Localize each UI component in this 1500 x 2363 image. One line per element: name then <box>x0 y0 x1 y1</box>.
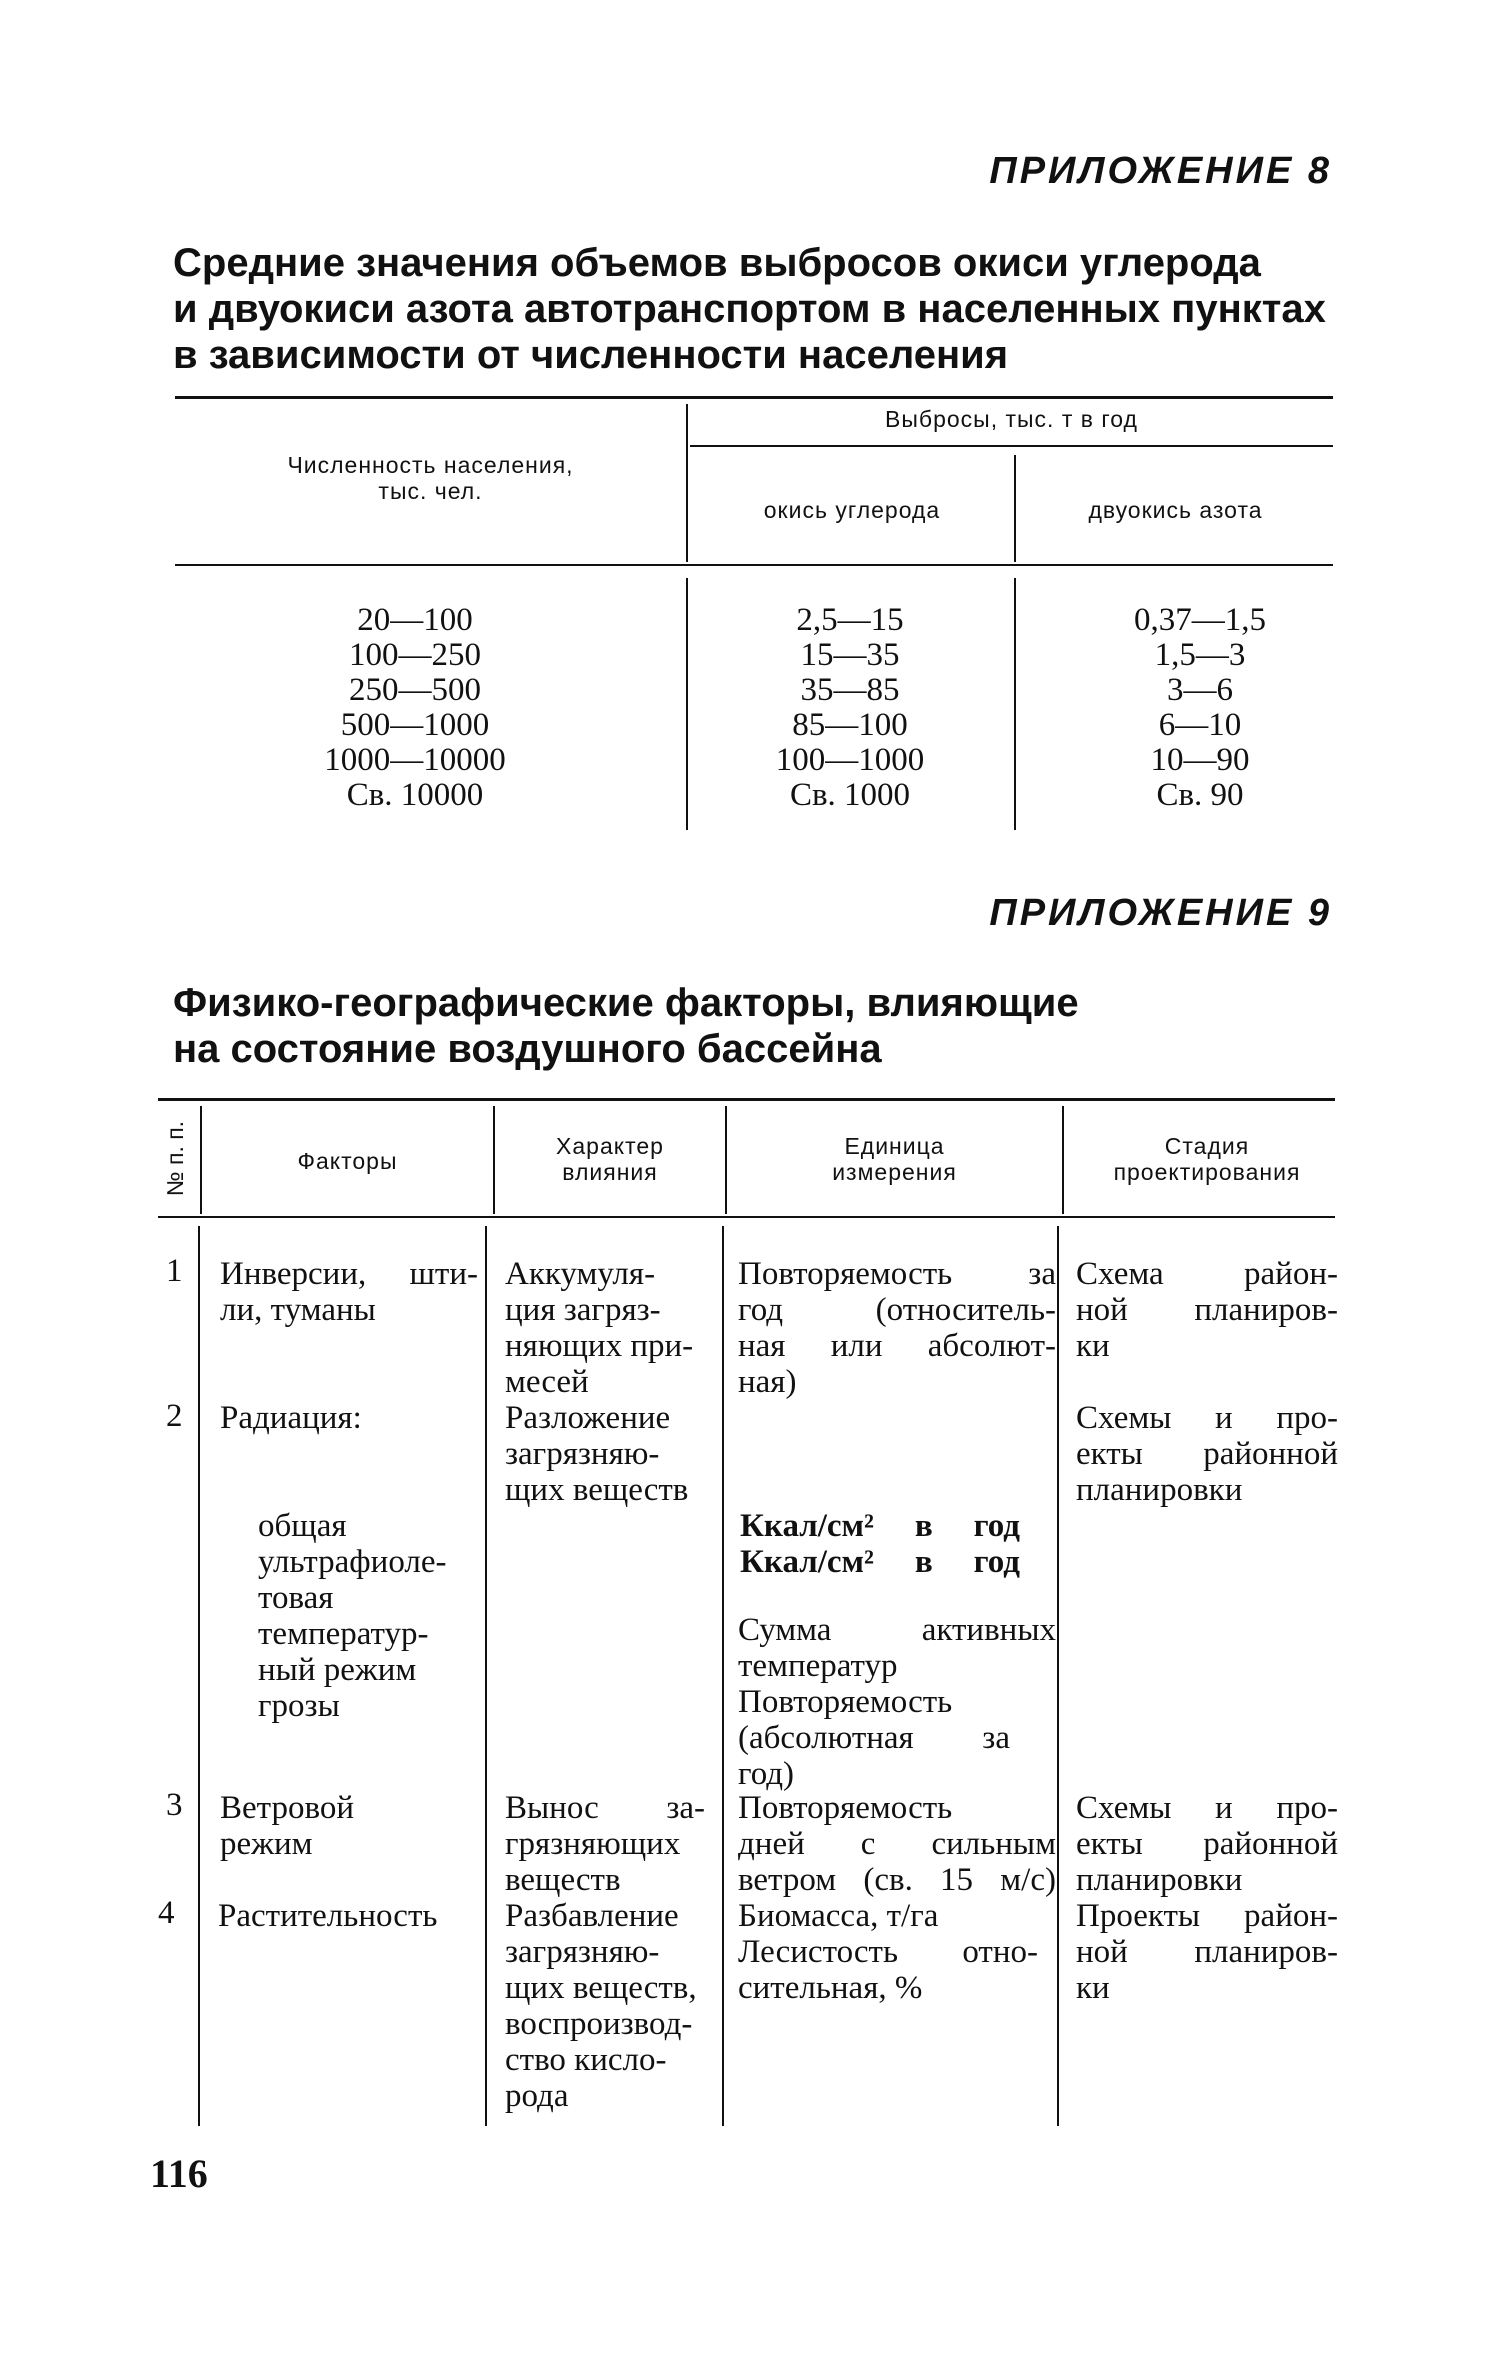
table-cell: 1,5—3 <box>1154 637 1246 673</box>
stage-cell: Схемы и про- екты районной планировки <box>1076 1400 1338 1508</box>
table-cell: 10—90 <box>1150 742 1250 778</box>
header-influence: Характер влияния <box>556 1133 664 1185</box>
table-cell: Св. 90 <box>1156 777 1244 813</box>
table-cell: 100—1000 <box>775 742 925 778</box>
row-number: 2 <box>166 1398 183 1434</box>
stage-cell: Схема район- ной планиров- ки <box>1076 1256 1338 1364</box>
header-divider <box>200 1106 202 1214</box>
row-number: 1 <box>166 1253 183 1289</box>
header-divider <box>686 404 688 562</box>
factor-cell: Растительность <box>218 1898 438 1934</box>
influence-cell: Вынос за- грязняющих веществ <box>505 1790 705 1898</box>
header-sub-rule <box>690 445 1333 447</box>
title-line: на состояние воздушного бассейна <box>173 1027 882 1071</box>
row-number: 4 <box>158 1895 175 1931</box>
table-cell: 20—100 <box>357 602 473 638</box>
subfactor-list: общая ультрафиоле- товая температур- ный режим грозы <box>258 1508 447 1724</box>
title-line: и двуокиси азота автотранспортом в населенных пунктах <box>173 287 1326 331</box>
table-cell: 15—35 <box>800 637 900 673</box>
unit-cell: Биомасса, т/га Лесистость отно- сительная, % <box>738 1898 1038 2006</box>
table-cell: 1000—10000 <box>324 742 506 778</box>
stage-cell: Схемы и про- екты районной планировки <box>1076 1790 1338 1898</box>
unit-cell: Повторяемость за год (относитель- ная или абсолют- ная) <box>738 1256 1056 1400</box>
influence-cell: Аккумуля- ция загряз- няющих при- месей <box>505 1256 694 1400</box>
header-unit: Единица измерения <box>832 1133 957 1185</box>
table-cell: 3—6 <box>1167 672 1233 708</box>
table-cell: 250—500 <box>349 672 481 708</box>
header-num: № п. п. <box>162 1120 189 1196</box>
title-line: Средние значения объемов выбросов окиси углерода <box>173 241 1261 285</box>
header-divider <box>1014 455 1016 562</box>
factor-cell: Радиация: <box>220 1400 362 1436</box>
header-factors: Факторы <box>297 1148 398 1174</box>
header-bottom-rule <box>158 1216 1335 1218</box>
table-cell: 0,37—1,5 <box>1134 602 1266 638</box>
title-line: Физико-географические факторы, влияющие <box>173 981 1079 1025</box>
appendix-9-label: ПРИЛОЖЕНИЕ 9 <box>989 892 1332 934</box>
table-top-rule <box>175 396 1333 399</box>
page-number: 116 <box>150 2151 208 2196</box>
header-no2: двуокись азота <box>1088 497 1263 523</box>
column-divider <box>1014 578 1016 830</box>
header-divider <box>1062 1106 1064 1214</box>
table-cell: 2,5—15 <box>796 602 904 638</box>
header-co: окись углерода <box>763 497 941 523</box>
column-divider <box>686 578 688 830</box>
header-population: Численность населения, тыс. чел. <box>287 452 574 504</box>
column-divider <box>722 1226 724 2126</box>
table-top-rule <box>158 1098 1335 1101</box>
no2-column <box>1060 603 1340 813</box>
header-stage: Стадия проектирования <box>1113 1133 1301 1185</box>
appendix-8-label: ПРИЛОЖЕНИЕ 8 <box>989 150 1332 192</box>
influence-cell: Разложение загрязняю- щих веществ <box>505 1400 689 1508</box>
table-cell: Св. 10000 <box>346 777 484 813</box>
table-cell: 500—1000 <box>340 707 490 743</box>
table-cell: Св. 1000 <box>789 777 911 813</box>
column-divider <box>1057 1226 1059 2126</box>
table-cell: 100—250 <box>349 637 481 673</box>
influence-cell: Разбавление загрязняю- щих веществ, воспроизвод- ство кисло- рода <box>505 1898 697 2114</box>
header-divider <box>725 1106 727 1214</box>
header-bottom-rule <box>175 564 1333 566</box>
unit-cell: Ккал/см² в год Ккал/см² в год <box>740 1508 1020 1580</box>
co-column <box>700 603 1000 813</box>
factor-cell: Инверсии, шти- ли, туманы <box>220 1256 478 1328</box>
unit-cell: Повторяемость дней с сильным ветром (св. 15 м/с) <box>738 1790 1056 1898</box>
stage-cell: Проекты район- ной планиров- ки <box>1076 1898 1338 2006</box>
factor-cell: Ветровой режим <box>220 1790 354 1862</box>
title-line: в зависимости от численности населения <box>173 333 1009 377</box>
header-divider <box>493 1106 495 1214</box>
unit-cell: Сумма активных температур Повторяемость (абсолютная за год) <box>738 1612 1056 1792</box>
population-column <box>210 603 620 813</box>
table-cell: 35—85 <box>800 672 900 708</box>
header-emissions: Выбросы, тыс. т в год <box>885 406 1138 432</box>
column-divider <box>485 1226 487 2126</box>
table-cell: 85—100 <box>792 707 908 743</box>
column-divider <box>198 1226 200 2126</box>
appendix-9-title <box>173 980 1079 1072</box>
row-number: 3 <box>166 1787 183 1823</box>
appendix-8-title <box>173 240 1326 378</box>
table-cell: 6—10 <box>1158 707 1242 743</box>
